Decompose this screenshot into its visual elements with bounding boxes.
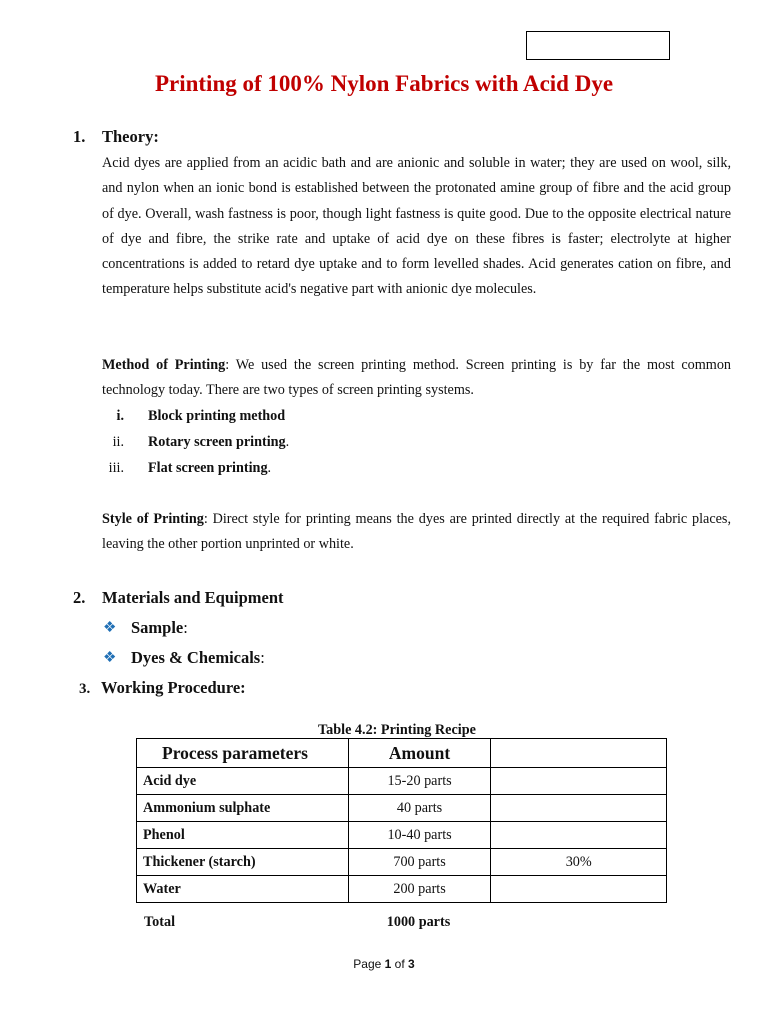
row-amount: 200 parts <box>348 876 491 903</box>
footer-current-page: 1 <box>384 957 392 971</box>
material-item-sample: Sample: <box>131 618 188 637</box>
method-label: Method of Printing <box>102 357 226 373</box>
row-extra <box>491 876 667 903</box>
method-paragraph <box>102 353 731 404</box>
section2-number: 2. <box>73 588 86 607</box>
theory-paragraph: Acid dyes are applied from an acidic bath and are anionic and soluble in water; they are used on wool, silk, and nylon when an ionic bond is established between the protonated amine group of fibre and the acid group of dye. Overall, wash fastness is poor, though light fastness is quite good. Due to the opposite electrical nature of dye and fibre, the strike rate and uptake of acid dye on these fibres is faster; electrolyte at higher concentrations is added to retard dye uptake and to form levelled shades. Acid generates cation on fibre, and temperature helps substitute acid's negative part with anionic dye molecules. <box>102 155 731 298</box>
method-item-3: Flat screen printing. <box>148 460 272 476</box>
material-item-dyes: Dyes & Chemicals: <box>131 648 265 667</box>
total-value: 1000 parts <box>386 914 451 930</box>
table-row <box>137 849 667 876</box>
row-parameter: Water <box>137 876 349 903</box>
footer-of-word: of <box>394 957 405 971</box>
diamond-bullet-icon: ❖ <box>103 650 117 666</box>
row-parameter: Phenol <box>137 822 349 849</box>
method-item-2-num: ii. <box>112 434 124 450</box>
section3-heading: Working Procedure: <box>101 678 246 697</box>
method-item-1: Block printing method <box>148 408 286 424</box>
footer-total-pages: 3 <box>408 957 415 971</box>
row-amount: 700 parts <box>348 849 491 876</box>
section1-number: 1. <box>73 127 86 146</box>
total-label: Total <box>144 914 176 930</box>
table-caption: Table 4.2: Printing Recipe <box>318 722 476 738</box>
table-row <box>137 795 667 822</box>
row-parameter: Thickener (starch) <box>137 849 349 876</box>
header-process-parameters: Process parameters <box>137 739 349 768</box>
section2-heading: Materials and Equipment <box>102 588 284 607</box>
footer-page-word: Page <box>353 957 382 971</box>
row-extra <box>491 768 667 795</box>
table-row <box>137 876 667 903</box>
recipe-table <box>136 738 667 903</box>
corner-box <box>526 31 670 60</box>
table-row <box>137 822 667 849</box>
row-extra: 30% <box>491 849 667 876</box>
method-item-3-num: iii. <box>108 460 124 476</box>
row-extra <box>491 822 667 849</box>
style-paragraph <box>102 507 731 558</box>
diamond-bullet-icon: ❖ <box>103 620 117 636</box>
style-text: : Direct style for printing means the dyes are printed directly at the required fabric places, leaving the other portion unprinted or white. <box>102 511 732 553</box>
header-amount: Amount <box>348 739 491 768</box>
row-amount: 10-40 parts <box>348 822 491 849</box>
method-item-2: Rotary screen printing. <box>148 434 290 450</box>
page-footer <box>0 956 768 972</box>
method-text: : We used the screen printing method. Screen printing is by far the most common technology today. There are two types of screen printing systems. <box>102 357 732 399</box>
row-amount: 15-20 parts <box>348 768 491 795</box>
row-parameter: Ammonium sulphate <box>137 795 349 822</box>
header-extra <box>491 739 667 768</box>
table-header-row <box>137 739 667 768</box>
row-amount: 40 parts <box>348 795 491 822</box>
page-title: Printing of 100% Nylon Fabrics with Acid Dye <box>154 71 614 96</box>
section1-heading: Theory: <box>102 127 159 146</box>
table-row <box>137 768 667 795</box>
style-label: Style of Printing <box>102 511 204 527</box>
row-extra <box>491 795 667 822</box>
method-item-1-num: i. <box>116 408 124 424</box>
row-parameter: Acid dye <box>137 768 349 795</box>
section3-number: 3. <box>79 681 91 697</box>
